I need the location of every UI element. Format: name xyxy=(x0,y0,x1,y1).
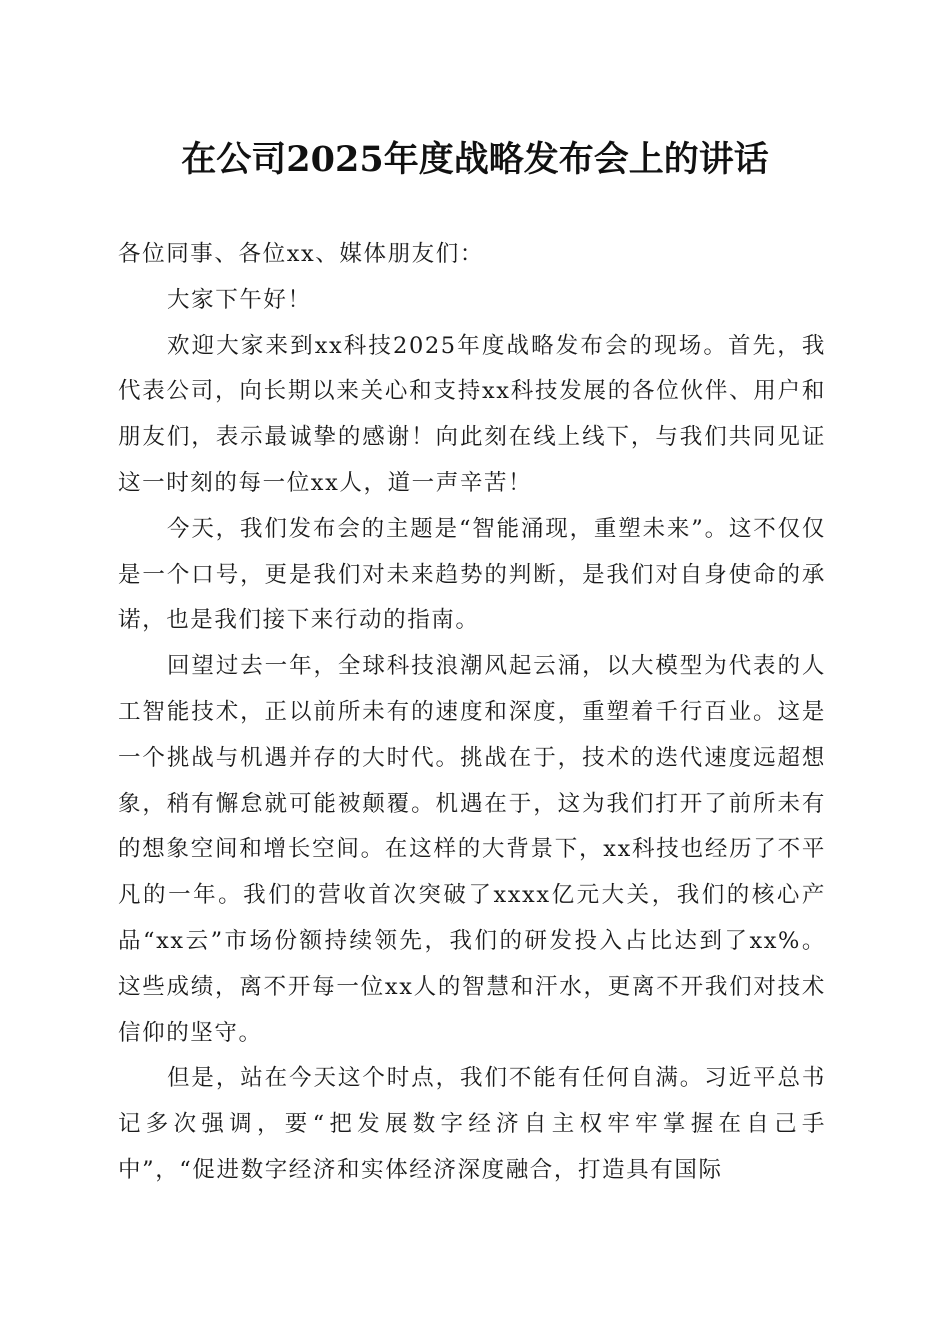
document-title: 在公司2025年度战略发布会上的讲话 xyxy=(181,139,769,180)
paragraph-review: 回望过去一年，全球科技浪潮风起云涌，以大模型为代表的人工智能技术，正以前所未有的速度和深度，重塑着千行百业。这是一个挑战与机遇并存的大时代。挑战在于，技术的迭代速度远超想象，稍有懈怠就可能被颠覆。机遇在于，这为我们打开了前所未有的想象空间和增长空间。在这样的大背景下，xx科技也经历了不平凡的一年。我们的营收首次突破了xxxx亿元大关，我们的核心产品“xx云”市场份额持续领先，我们的研发投入占比达到了xx%。这些成绩，离不开每一位xx人的智慧和汗水，更离不开我们对技术信仰的坚守。 xyxy=(118,653,826,1046)
paragraph-welcome: 欢迎大家来到xx科技2025年度战略发布会的现场。首先，我代表公司，向长期以来关心和支持xx科技发展的各位伙伴、用户和朋友们，表示最诚挚的感谢！向此刻在线上线下，与我们共同见证这一时刻的每一位xx人，道一声辛苦！ xyxy=(118,332,826,496)
document-body xyxy=(118,232,826,1194)
salutation: 各位同事、各位xx、媒体朋友们： xyxy=(118,241,484,267)
paragraph-theme: 今天，我们发布会的主题是“智能涌现，重塑未来”。这不仅仅是一个口号，更是我们对未来趋势的判断，是我们对自身使命的承诺，也是我们接下来行动的指南。 xyxy=(118,515,826,634)
paragraph-outlook: 但是，站在今天这个时点，我们不能有任何自满。习近平总书记多次强调，要“把发展数字经济自主权牢牢掌握在自己手中”，“促进数字经济和实体经济深度融合，打造具有国际 xyxy=(118,1065,826,1183)
paragraph-greeting: 大家下午好！ xyxy=(167,286,312,313)
